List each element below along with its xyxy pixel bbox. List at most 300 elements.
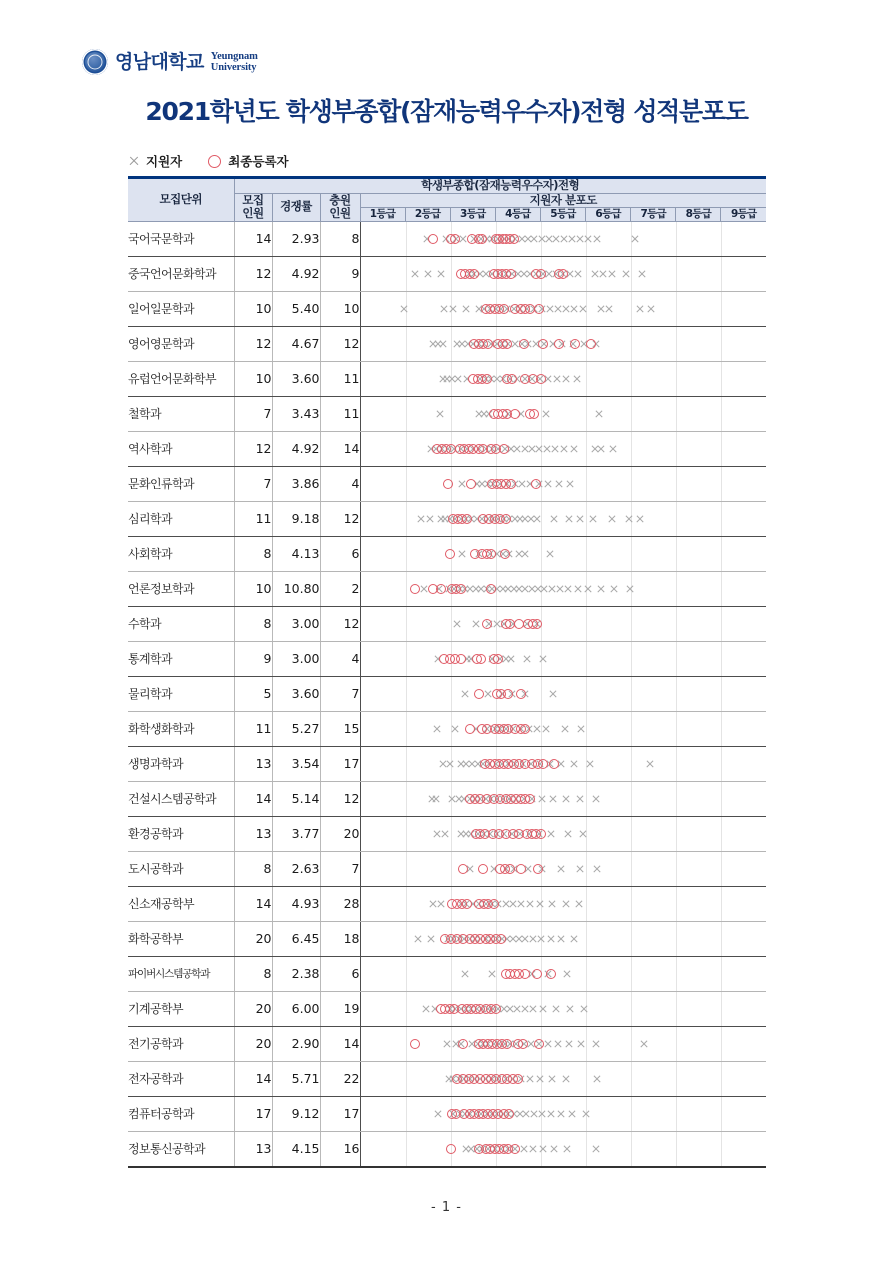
cell-fill: 11 — [320, 396, 360, 431]
registrant-marker — [536, 374, 546, 384]
registrant-marker — [518, 1039, 528, 1049]
grade-gridline — [721, 747, 722, 781]
table-row — [128, 1096, 766, 1131]
plot-area — [361, 327, 767, 361]
cell-fill: 14 — [320, 431, 360, 466]
registrant-marker — [458, 1039, 468, 1049]
grade-distribution-table — [128, 176, 766, 1168]
applicant-marker — [562, 1144, 571, 1153]
cell-distribution-plot — [360, 536, 766, 571]
cell-unit: 도시공학과 — [128, 851, 234, 886]
table-row — [128, 466, 766, 501]
cell-unit: 컴퓨터공학과 — [128, 1096, 234, 1131]
registrant-marker — [507, 374, 517, 384]
applicant-marker — [646, 304, 655, 313]
table-row — [128, 1061, 766, 1096]
grade-gridline — [541, 537, 542, 571]
cell-quota: 14 — [234, 221, 272, 256]
header-unit: 모집단위 — [128, 178, 234, 222]
cell-fill: 6 — [320, 536, 360, 571]
applicant-marker — [538, 1004, 547, 1013]
table-row — [128, 1026, 766, 1061]
grade-gridline — [406, 362, 407, 396]
cell-distribution-plot — [360, 1131, 766, 1167]
registrant-marker — [534, 304, 544, 314]
applicant-marker — [598, 269, 607, 278]
page-number: - 1 - — [431, 1200, 462, 1215]
cell-fill: 4 — [320, 641, 360, 676]
cell-ratio: 6.00 — [272, 991, 320, 1026]
grade-gridline — [406, 782, 407, 816]
grade-gridline — [586, 467, 587, 501]
cell-ratio: 5.71 — [272, 1061, 320, 1096]
cell-unit: 유럽언어문화학부 — [128, 361, 234, 396]
cell-unit: 심리학과 — [128, 501, 234, 536]
grade-gridline — [406, 677, 407, 711]
grade-gridline — [676, 502, 677, 536]
grade-gridline — [631, 257, 632, 291]
applicant-marker — [640, 1039, 649, 1048]
applicant-marker — [549, 794, 558, 803]
applicant-marker — [548, 899, 557, 908]
grade-gridline — [676, 432, 677, 466]
cell-distribution-plot — [360, 991, 766, 1026]
table-row — [128, 256, 766, 291]
cell-ratio: 4.93 — [272, 886, 320, 921]
grade-gridline — [586, 1062, 587, 1096]
plot-area — [361, 502, 767, 536]
applicant-marker — [588, 514, 597, 523]
grade-gridline — [631, 677, 632, 711]
cell-unit: 화학생화학과 — [128, 711, 234, 746]
cell-fill: 16 — [320, 1131, 360, 1167]
cell-quota: 13 — [234, 1131, 272, 1167]
applicant-marker — [449, 304, 458, 313]
applicant-marker — [562, 969, 571, 978]
grade-gridline — [676, 922, 677, 956]
applicant-marker — [453, 374, 462, 383]
cell-fill: 9 — [320, 256, 360, 291]
grade-gridline — [586, 957, 587, 991]
cell-fill: 12 — [320, 781, 360, 816]
cell-fill: 12 — [320, 606, 360, 641]
registrant-marker — [410, 1039, 420, 1049]
cell-fill: 12 — [320, 326, 360, 361]
grade-gridline — [676, 1062, 677, 1096]
cell-distribution-plot — [360, 746, 766, 781]
grade-gridline — [406, 222, 407, 256]
registrant-marker — [486, 549, 496, 559]
registrant-marker — [570, 339, 580, 349]
header-quota-line1: 모집 — [242, 192, 264, 207]
grade-gridline — [631, 642, 632, 676]
applicant-marker — [597, 584, 606, 593]
grade-gridline — [451, 957, 452, 991]
cell-quota: 12 — [234, 326, 272, 361]
grade-gridline — [586, 257, 587, 291]
cell-distribution-plot — [360, 1096, 766, 1131]
cell-fill: 19 — [320, 991, 360, 1026]
table-row — [128, 1131, 766, 1167]
cell-ratio: 3.60 — [272, 361, 320, 396]
grade-gridline — [676, 257, 677, 291]
cell-quota: 5 — [234, 676, 272, 711]
cell-fill: 7 — [320, 676, 360, 711]
applicant-marker — [528, 1144, 537, 1153]
applicant-marker — [556, 1109, 565, 1118]
cell-quota: 12 — [234, 431, 272, 466]
plot-area — [361, 572, 767, 606]
grade-gridline — [406, 1097, 407, 1131]
cell-fill: 17 — [320, 1096, 360, 1131]
grade-gridline — [721, 222, 722, 256]
grade-gridline — [406, 607, 407, 641]
applicant-marker — [443, 1039, 452, 1048]
grade-gridline — [631, 852, 632, 886]
grade-gridline — [721, 1097, 722, 1131]
grade-gridline — [721, 257, 722, 291]
registrant-marker — [558, 269, 568, 279]
table-row — [128, 326, 766, 361]
applicant-marker — [528, 1004, 537, 1013]
cell-unit: 전기공학과 — [128, 1026, 234, 1061]
header-quota — [234, 193, 272, 221]
plot-area — [361, 677, 767, 711]
cell-distribution-plot — [360, 676, 766, 711]
applicant-marker — [546, 1109, 555, 1118]
cell-distribution-plot — [360, 431, 766, 466]
grade-gridline — [676, 607, 677, 641]
registrant-marker — [462, 514, 472, 524]
applicant-marker — [568, 1109, 577, 1118]
applicant-marker — [586, 759, 595, 768]
applicant-marker — [635, 514, 644, 523]
cell-fill: 14 — [320, 1026, 360, 1061]
grade-gridline — [631, 992, 632, 1026]
plot-area — [361, 537, 767, 571]
grade-gridline — [631, 1062, 632, 1096]
applicant-marker — [597, 444, 606, 453]
header-grade-1: 1등급 — [360, 208, 405, 221]
grade-gridline — [586, 537, 587, 571]
plot-area — [361, 957, 767, 991]
applicant-marker — [561, 374, 570, 383]
applicant-marker — [591, 1144, 600, 1153]
grade-gridline — [721, 957, 722, 991]
plot-area — [361, 817, 767, 851]
grade-gridline — [406, 817, 407, 851]
applicant-marker — [538, 1144, 547, 1153]
cell-quota: 10 — [234, 361, 272, 396]
applicant-marker — [581, 1109, 590, 1118]
applicant-marker — [576, 794, 585, 803]
registrant-marker — [436, 584, 446, 594]
cell-ratio: 5.14 — [272, 781, 320, 816]
plot-area — [361, 432, 767, 466]
grade-gridline — [721, 537, 722, 571]
grade-gridline — [406, 712, 407, 746]
grade-gridline — [676, 817, 677, 851]
applicant-marker — [557, 934, 566, 943]
applicant-marker — [572, 374, 581, 383]
header-ratio: 경쟁률 — [272, 193, 320, 221]
applicant-marker — [433, 724, 442, 733]
applicant-marker — [591, 1039, 600, 1048]
registrant-marker — [486, 584, 496, 594]
table-row — [128, 676, 766, 711]
grade-gridline — [406, 747, 407, 781]
page-title: 2021학년도 학생부종합(잠재능력우수자)전형 성적분포도 — [145, 97, 748, 126]
applicant-marker — [607, 514, 616, 523]
applicant-marker — [458, 549, 467, 558]
applicant-marker — [537, 794, 546, 803]
cell-ratio: 10.80 — [272, 571, 320, 606]
grade-gridline — [676, 572, 677, 606]
applicant-marker — [436, 899, 445, 908]
cell-ratio: 5.27 — [272, 711, 320, 746]
registrant-marker — [469, 269, 479, 279]
header-grade-6: 6등급 — [586, 208, 631, 221]
table-row — [128, 781, 766, 816]
cell-ratio: 2.93 — [272, 221, 320, 256]
cell-distribution-plot — [360, 256, 766, 291]
table-row — [128, 291, 766, 326]
cell-quota: 11 — [234, 501, 272, 536]
cell-unit: 환경공학과 — [128, 816, 234, 851]
cell-fill: 28 — [320, 886, 360, 921]
plot-area — [361, 607, 767, 641]
grade-gridline — [586, 887, 587, 921]
plot-area — [361, 642, 767, 676]
grade-gridline — [721, 397, 722, 431]
registrant-marker — [503, 689, 513, 699]
applicant-marker — [577, 724, 586, 733]
applicant-marker — [570, 304, 579, 313]
grade-gridline — [451, 257, 452, 291]
grade-gridline — [586, 677, 587, 711]
header-distribution: 지원자 분포도 — [360, 193, 766, 208]
grade-gridline — [676, 747, 677, 781]
plot-area — [361, 397, 767, 431]
registrant-marker — [516, 689, 526, 699]
applicant-marker — [435, 409, 444, 418]
grade-gridline — [676, 1097, 677, 1131]
grade-gridline — [451, 852, 452, 886]
header-quota-line2: 인원 — [242, 206, 264, 221]
registrant-marker — [549, 759, 559, 769]
header-grade-9: 9등급 — [721, 208, 766, 221]
cell-quota: 9 — [234, 641, 272, 676]
table-row — [128, 431, 766, 466]
grade-gridline — [676, 887, 677, 921]
applicant-marker — [452, 619, 461, 628]
grade-gridline — [586, 712, 587, 746]
table-row — [128, 746, 766, 781]
grade-gridline — [406, 852, 407, 886]
registrant-marker — [496, 934, 506, 944]
grade-gridline — [406, 922, 407, 956]
university-logo — [82, 49, 258, 75]
applicant-marker — [570, 444, 579, 453]
registrant-marker — [519, 339, 529, 349]
cell-fill: 2 — [320, 571, 360, 606]
plot-area — [361, 362, 767, 396]
legend-item-applicant — [128, 152, 182, 170]
registrant-marker — [478, 864, 488, 874]
applicant-marker — [519, 1144, 528, 1153]
applicant-marker — [399, 304, 408, 313]
grade-gridline — [676, 397, 677, 431]
applicant-marker — [546, 829, 555, 838]
plot-area — [361, 1132, 767, 1166]
registrant-marker — [531, 479, 541, 489]
header-grade-7: 7등급 — [631, 208, 676, 221]
registrant-marker — [499, 444, 509, 454]
cell-ratio: 4.15 — [272, 1131, 320, 1167]
registrant-marker — [509, 234, 519, 244]
cell-fill: 11 — [320, 361, 360, 396]
registrant-marker — [506, 269, 516, 279]
grade-gridline — [406, 537, 407, 571]
grade-gridline — [721, 467, 722, 501]
grade-gridline — [721, 502, 722, 536]
grade-gridline — [721, 852, 722, 886]
cell-distribution-plot — [360, 851, 766, 886]
logo-english-name — [211, 51, 258, 73]
plot-area — [361, 747, 767, 781]
grade-gridline — [721, 817, 722, 851]
x-mark-icon — [128, 156, 139, 167]
registrant-marker — [450, 234, 460, 244]
applicant-marker — [461, 689, 470, 698]
grade-gridline — [406, 992, 407, 1026]
cell-quota: 8 — [234, 606, 272, 641]
cell-quota: 7 — [234, 396, 272, 431]
applicant-marker — [536, 934, 545, 943]
cell-unit: 사회학과 — [128, 536, 234, 571]
cell-ratio: 3.00 — [272, 641, 320, 676]
registrant-marker — [500, 549, 510, 559]
legend-item-registrant — [208, 152, 288, 170]
grade-gridline — [721, 327, 722, 361]
grade-gridline — [676, 222, 677, 256]
cell-fill: 17 — [320, 746, 360, 781]
cell-ratio: 6.45 — [272, 921, 320, 956]
cell-distribution-plot — [360, 221, 766, 256]
registrant-marker — [532, 619, 542, 629]
grade-gridline — [406, 432, 407, 466]
applicant-marker — [419, 584, 428, 593]
cell-fill: 18 — [320, 921, 360, 956]
applicant-marker — [570, 759, 579, 768]
cell-distribution-plot — [360, 921, 766, 956]
cell-quota: 8 — [234, 851, 272, 886]
applicant-marker — [584, 584, 593, 593]
cell-unit: 통계학과 — [128, 641, 234, 676]
header-grade-4: 4등급 — [495, 208, 540, 221]
logo-korean-name: 영남대학교 — [115, 50, 204, 73]
applicant-marker — [543, 479, 552, 488]
grade-gridline — [721, 712, 722, 746]
grade-gridline — [406, 467, 407, 501]
cell-unit: 화학공학부 — [128, 921, 234, 956]
applicant-marker — [561, 1074, 570, 1083]
grade-gridline — [676, 852, 677, 886]
registrant-marker — [483, 339, 493, 349]
cell-unit: 일어일문학과 — [128, 291, 234, 326]
table-row — [128, 501, 766, 536]
table-body — [128, 221, 766, 1167]
header-fill-line2: 인원 — [329, 206, 351, 221]
registrant-marker — [476, 654, 486, 664]
applicant-marker — [609, 584, 618, 593]
cell-distribution-plot — [360, 571, 766, 606]
grade-gridline — [721, 642, 722, 676]
cell-ratio: 3.77 — [272, 816, 320, 851]
cell-quota: 7 — [234, 466, 272, 501]
cell-unit: 중국언어문화학과 — [128, 256, 234, 291]
applicant-marker — [416, 514, 425, 523]
grade-gridline — [676, 642, 677, 676]
table-row — [128, 396, 766, 431]
applicant-marker — [439, 339, 448, 348]
applicant-marker — [422, 1004, 431, 1013]
registrant-marker — [466, 479, 476, 489]
grade-gridline — [721, 362, 722, 396]
grade-gridline — [586, 607, 587, 641]
grade-gridline — [631, 1027, 632, 1061]
registrant-marker — [456, 654, 466, 664]
registrant-marker — [536, 829, 546, 839]
table-row — [128, 921, 766, 956]
grade-gridline — [586, 432, 587, 466]
applicant-marker — [542, 724, 551, 733]
applicant-marker — [535, 1074, 544, 1083]
registrant-marker — [525, 794, 535, 804]
grade-gridline — [631, 397, 632, 431]
grade-gridline — [406, 327, 407, 361]
table-header — [128, 178, 766, 222]
plot-area — [361, 222, 767, 256]
applicant-marker — [451, 724, 460, 733]
grade-gridline — [676, 467, 677, 501]
applicant-marker — [566, 479, 575, 488]
grade-gridline — [631, 1132, 632, 1166]
grade-gridline — [451, 397, 452, 431]
grade-gridline — [406, 572, 407, 606]
applicant-marker — [579, 304, 588, 313]
applicant-marker — [561, 899, 570, 908]
cell-quota: 12 — [234, 256, 272, 291]
grade-gridline — [406, 1027, 407, 1061]
cell-distribution-plot — [360, 781, 766, 816]
applicant-marker — [570, 934, 579, 943]
grade-gridline — [676, 712, 677, 746]
cell-unit: 생명과학과 — [128, 746, 234, 781]
grade-gridline — [406, 642, 407, 676]
plot-area — [361, 852, 767, 886]
cell-ratio: 2.63 — [272, 851, 320, 886]
applicant-marker — [566, 1004, 575, 1013]
applicant-marker — [560, 444, 569, 453]
applicant-marker — [552, 374, 561, 383]
grade-gridline — [631, 747, 632, 781]
cell-quota: 20 — [234, 921, 272, 956]
grade-gridline — [631, 1097, 632, 1131]
registrant-marker — [504, 1109, 514, 1119]
applicant-marker — [547, 1074, 556, 1083]
applicant-marker — [461, 969, 470, 978]
